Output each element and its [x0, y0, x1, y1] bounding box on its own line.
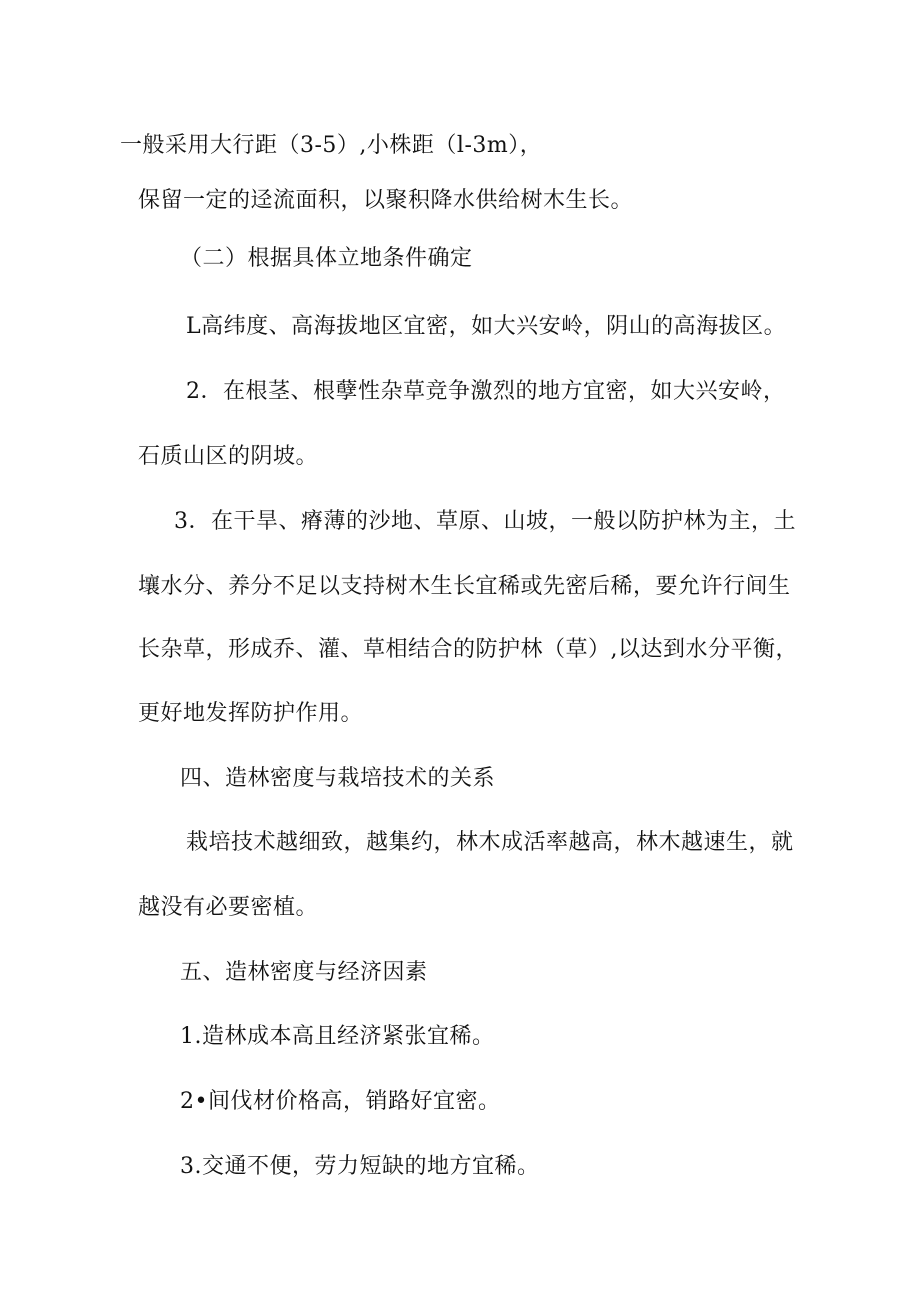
section-heading-5: 五、造林密度与经济因素	[180, 960, 428, 985]
list-item-3-cont-3: 更好地发挥防护作用。	[138, 701, 364, 726]
list-item-3-cont-1: 壤水分、养分不足以支持树木生长宜稀或先密后稀，要允许行间生	[138, 574, 791, 599]
paragraph-cultivation-cont: 越没有必要密植。	[138, 895, 319, 920]
list-item-1: L高纬度、高海拔地区宜密，如大兴安岭，阴山的高海拔区。	[186, 314, 787, 339]
list-item-3: 3．在干旱、瘠薄的沙地、草原、山坡，一般以防护林为主，土	[174, 509, 796, 534]
section-heading-4: 四、造林密度与栽培技术的关系	[180, 766, 496, 791]
econ-item-2: 2•间伐材价格高，销路好宜密。	[180, 1089, 501, 1114]
econ-item-3: 3.交通不便，劳力短缺的地方宜稀。	[180, 1154, 540, 1179]
text-line-1: 一般采用大行距（3-5）,小株距（l-3m），	[120, 133, 543, 158]
list-item-2-cont: 石质山区的阴坡。	[138, 444, 319, 469]
list-item-3-cont-2: 长杂草，形成乔、灌、草相结合的防护林（草）,以达到水分平衡，	[138, 637, 798, 662]
section-heading-2: （二）根据具体立地条件确定	[180, 246, 473, 271]
econ-item-1: 1.造林成本高且经济紧张宜稀。	[180, 1024, 495, 1049]
text-line-2: 保留一定的迳流面积，以聚积降水供给树木生长。	[138, 188, 634, 213]
paragraph-cultivation: 栽培技术越细致，越集约，林木成活率越高，林木越速生，就	[186, 830, 794, 855]
list-item-2: 2．在根茎、根孽性杂草竞争激烈的地方宜密，如大兴安岭，	[186, 379, 786, 404]
